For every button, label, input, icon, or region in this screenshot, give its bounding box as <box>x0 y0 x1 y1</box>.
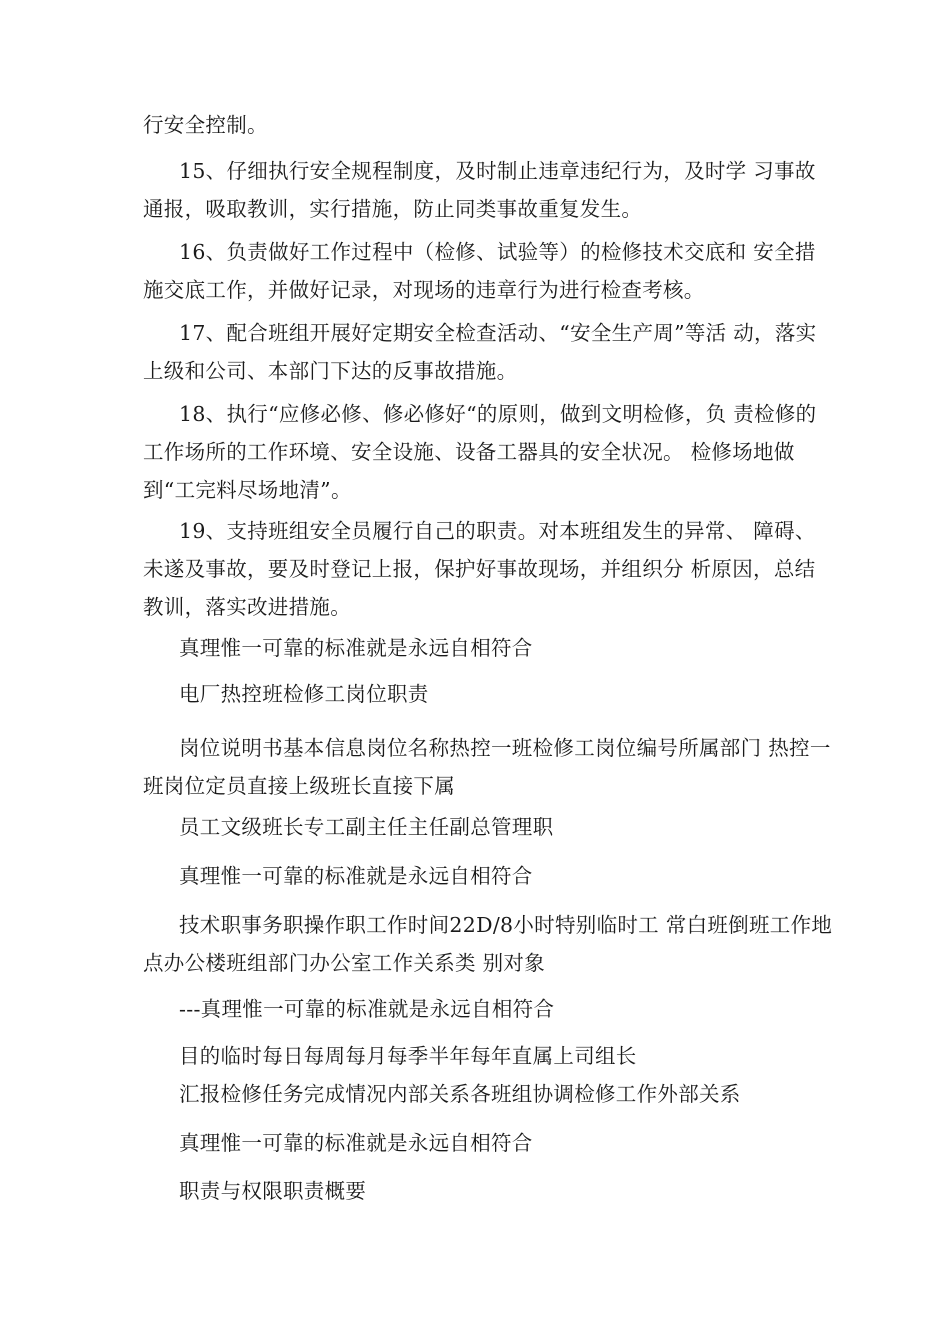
paragraph-item-17: 17、配合班组开展好定期安全检查活动、“安全生产周”等活 动，落实上级和公司、本部门下达的反事故措施。 <box>143 321 817 383</box>
paragraph-item-16: 16、负责做好工作过程中（检修、试验等）的检修技术交底和 安全措施交底工作，并做好记录，对现场的违章行为进行检查考核。 <box>143 240 816 302</box>
paragraph-item-18: 18、执行“应修必修、修必修好“的原则，做到文明检修，负 责检修的工作场所的工作环境、安全设施、设备工器具的安全状况。 检修场地做到“工完料尽场地清”。 <box>143 402 817 502</box>
info-paragraph: 岗位说明书基本信息岗位名称热控一班检修工岗位编号所属部门 热控一班岗位定员直接上级班长直接下属 <box>143 736 831 798</box>
paragraph-continuation: 行安全控制。 <box>143 113 268 137</box>
quote-line: 真理惟一可靠的标准就是永远自相符合 <box>179 864 533 888</box>
paragraph-item-15: 15、仔细执行安全规程制度，及时制止违章违纪行为，及时学 习事故通报，吸取教训，实行措施，防止同类事故重复发生。 <box>143 159 816 221</box>
quote-line: 真理惟一可靠的标准就是永远自相符合 <box>179 636 533 660</box>
info-paragraph: 技术职事务职操作职工作时间22D/8小时特别临时工 常白班倒班工作地点办公楼班组部门办公室工作关系类 别对象 <box>143 913 833 975</box>
section-title: 电厂热控班检修工岗位职责 <box>179 682 429 706</box>
section-heading: 职责与权限职责概要 <box>179 1179 367 1203</box>
paragraph-item-19: 19、支持班组安全员履行自己的职责。对本班组发生的异常、 障碍、未遂及事故，要及时登记上报，保护好事故现场，并组织分 析原因，总结教训，落实改进措施。 <box>143 519 816 619</box>
info-paragraph: 目的临时每日每周每月每季半年每年直属上司组长 <box>179 1044 637 1068</box>
info-paragraph: 员工文级班长专工副主任主任副总管理职 <box>179 815 554 839</box>
info-paragraph: 汇报检修任务完成情况内部关系各班组协调检修工作外部关系 <box>179 1082 741 1106</box>
quote-line: ---真理惟一可靠的标准就是永远自相符合 <box>179 997 555 1021</box>
quote-line: 真理惟一可靠的标准就是永远自相符合 <box>179 1131 533 1155</box>
